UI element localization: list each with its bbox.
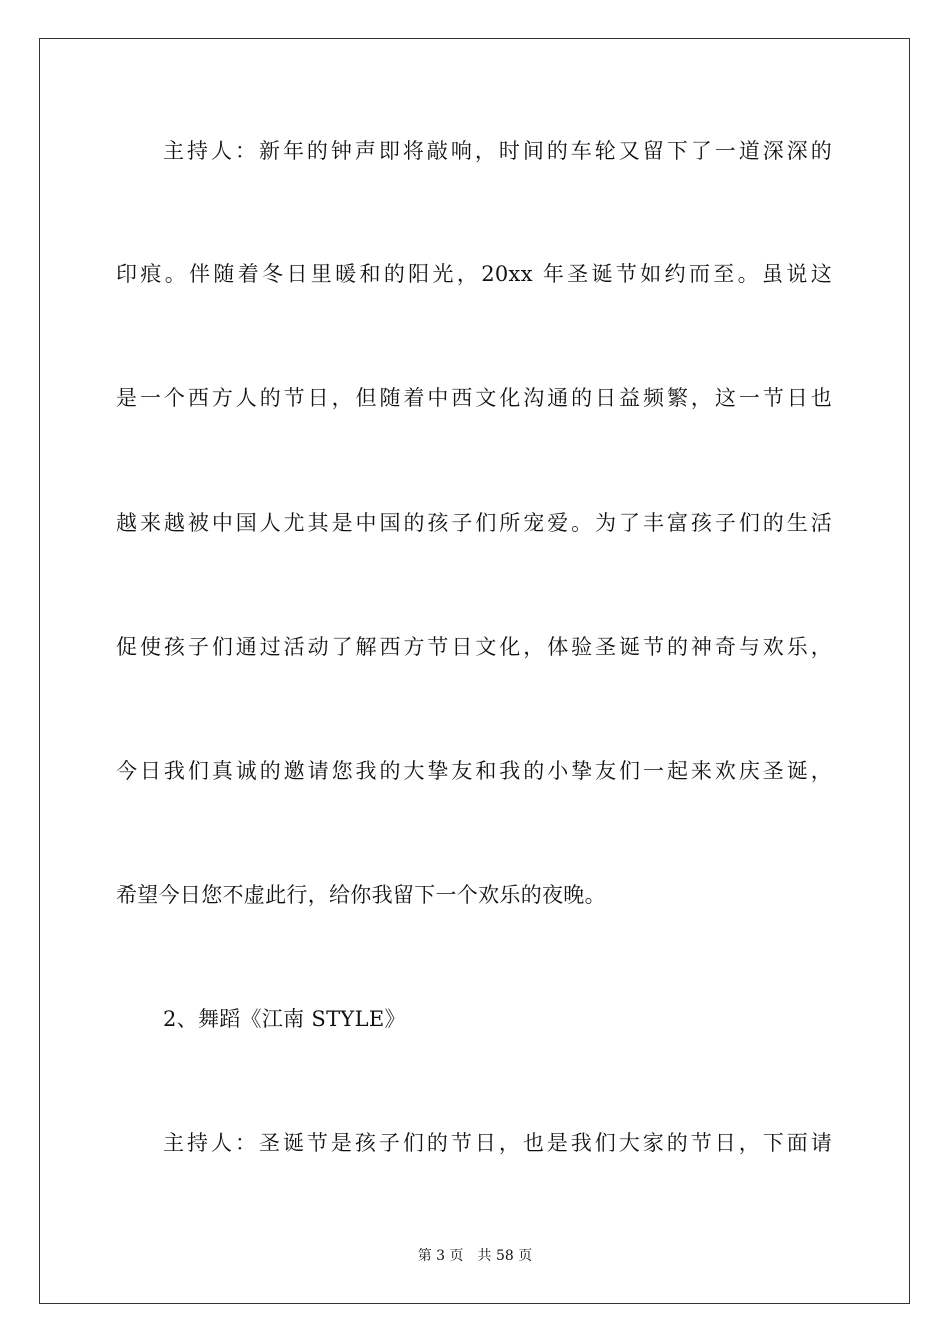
page-number-footer: 第 3 页 共 58 页 <box>417 1248 533 1264</box>
paragraph-line-2: 印痕。伴随着冬日里暖和的阳光，20xx 年圣诞节如约而至。虽说这 <box>116 262 832 286</box>
paragraph-line-4: 越来越被中国人尤其是中国的孩子们所宠爱。为了丰富孩子们的生活 <box>116 511 832 535</box>
paragraph-line-1: 主持人：新年的钟声即将敲响，时间的车轮又留下了一道深深的 <box>163 139 832 163</box>
section-heading: 2、舞蹈《江南 STYLE》 <box>163 1007 406 1031</box>
page-border <box>39 38 910 1304</box>
paragraph-line-7: 希望今日您不虚此行，给你我留下一个欢乐的夜晚。 <box>116 883 606 907</box>
paragraph-line-5: 促使孩子们通过活动了解西方节日文化，体验圣诞节的神奇与欢乐， <box>116 635 832 659</box>
paragraph-line-6: 今日我们真诚的邀请您我的大挚友和我的小挚友们一起来欢庆圣诞， <box>116 759 832 783</box>
paragraph-line-3: 是一个西方人的节日，但随着中西文化沟通的日益频繁，这一节日也 <box>116 386 832 410</box>
paragraph-line-9: 主持人：圣诞节是孩子们的节日，也是我们大家的节日，下面请 <box>163 1131 832 1155</box>
